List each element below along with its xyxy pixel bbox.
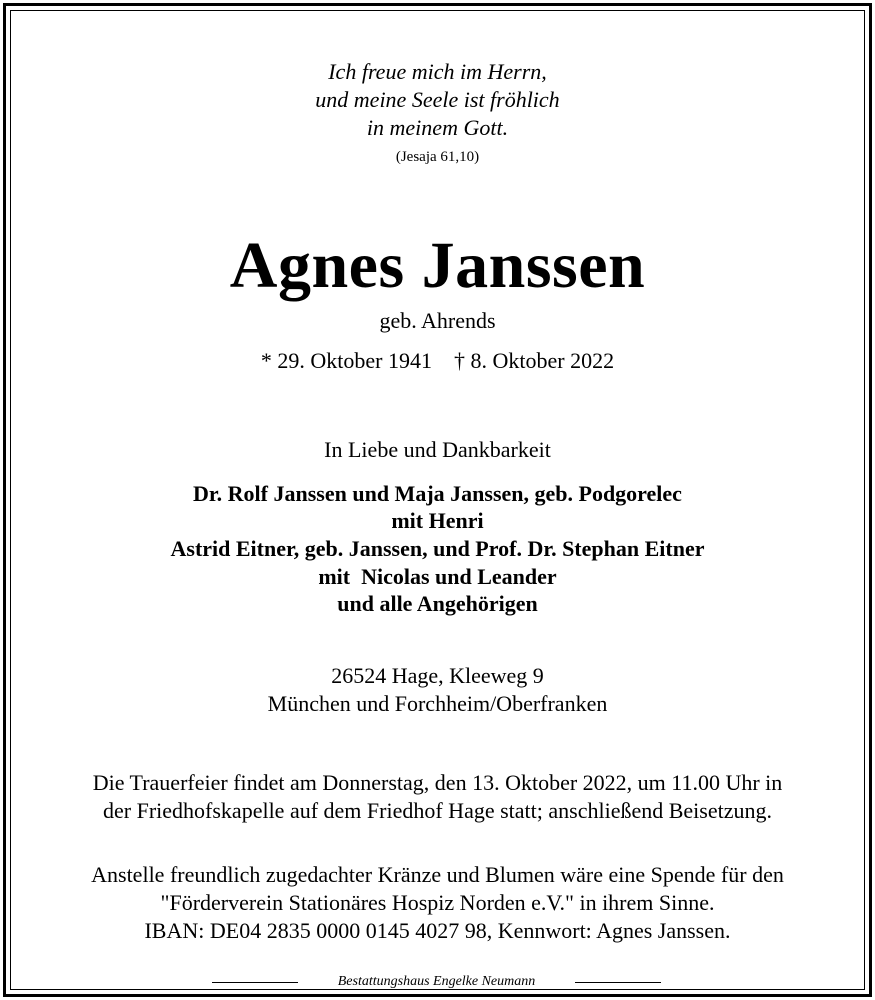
death-date: † 8. Oktober 2022	[454, 348, 615, 373]
donation-notice-line: IBAN: DE04 2835 0000 0145 4027 98, Kennwort: Agnes Janssen.	[144, 918, 731, 943]
verse-reference: (Jesaja 61,10)	[395, 149, 480, 165]
mourner-line: Dr. Rolf Janssen und Maja Janssen, geb. Podgorelec	[193, 481, 682, 506]
deceased-name: Agnes Janssen	[229, 229, 646, 302]
address-line: 26524 Hage, Kleeweg 9	[331, 663, 544, 688]
footer-rule-left	[212, 982, 298, 983]
verse-line: Ich freue mich im Herrn,	[328, 59, 547, 84]
mourner-line: und alle Angehörigen	[337, 591, 538, 616]
life-dates	[0, 347, 875, 375]
funeral-notice-line: der Friedhofskapelle auf dem Friedhof Hage statt; anschließend Beisetzung.	[103, 798, 772, 823]
verse-line: in meinem Gott.	[366, 115, 509, 140]
mourner-line: Astrid Eitner, geb. Janssen, und Prof. Dr. Stephan Eitner	[170, 536, 705, 561]
mourner-line: mit Nicolas und Leander	[318, 564, 557, 589]
funeral-home-name: Bestattungshaus Engelke Neumann	[337, 974, 536, 989]
verse-line: und meine Seele ist fröhlich	[315, 87, 560, 112]
mourner-line: mit Henri	[391, 508, 484, 533]
footer-rule-right	[575, 982, 661, 983]
dedication: In Liebe und Dankbarkeit	[324, 437, 551, 462]
donation-notice-line: "Förderverein Stationäres Hospiz Norden e.V." in ihrem Sinne.	[160, 890, 715, 915]
birth-name: geb. Ahrends	[379, 308, 496, 333]
donation-notice-line: Anstelle freundlich zugedachter Kränze und Blumen wäre eine Spende für den	[91, 862, 784, 887]
address-line: München und Forchheim/Oberfranken	[267, 691, 608, 716]
funeral-home-footer	[0, 972, 875, 992]
funeral-notice-line: Die Trauerfeier findet am Donnerstag, den 13. Oktober 2022, um 11.00 Uhr in	[92, 770, 783, 795]
birth-date: * 29. Oktober 1941	[260, 348, 432, 373]
